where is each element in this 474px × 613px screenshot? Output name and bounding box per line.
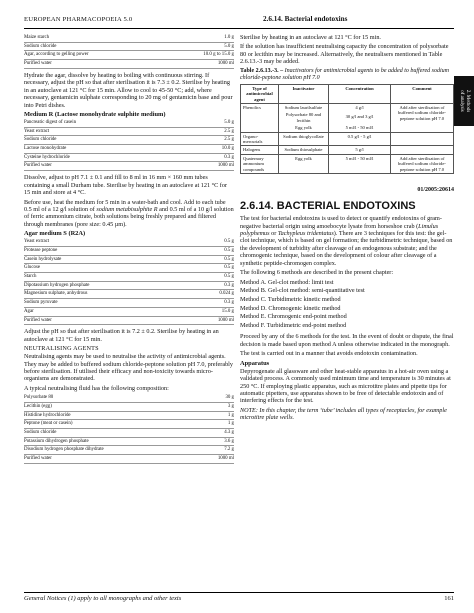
- column-header: Concentration: [329, 84, 391, 103]
- paragraph: Proceed by any of the 6 methods for the test. In the event of doubt or dispute, the final decision is made based upon method A unless otherwise indicated in the monograph.: [240, 333, 454, 348]
- medium-r-composition: [24, 119, 234, 171]
- method-item: Method F. Turbidimetric end-point method: [240, 321, 347, 329]
- composition-row: [24, 247, 234, 256]
- ingredient: Glucose: [24, 265, 41, 271]
- amount: 1000 ml: [217, 163, 234, 169]
- media-composition-1: [24, 34, 234, 69]
- composition-row: [24, 420, 234, 429]
- side-tab-line-1: 2. Methods: [465, 89, 470, 113]
- table-row: [241, 104, 454, 133]
- ingredient: Sodium chloride: [24, 137, 57, 143]
- table-row: [241, 146, 454, 154]
- paragraph: Adjust the pH so that after sterilisation it is 7.2 ± 0.2. Sterilise by heating in an autoclave at 121 °C for 15 min.: [24, 328, 219, 343]
- species-name: Limulus polyphemus: [240, 222, 439, 237]
- text-run: ). There are 3 techniques for this test: the gel-clot technique, which is based on gel formation; the turbidimetric technique, based on the development of turbidity after cleavage of an endogenous substrate; and the chromogenic technique, based on the development of colour after cleavage of a synthetic peptide-chromogen complex.: [240, 230, 453, 267]
- amount: 2.5 g: [224, 137, 234, 143]
- text-run: and 0.5 ml of a 10 g/l solution of ferric ammonium citrate, both solutions being freshly prepared and filtered through membranes (pore size: 0.45 µm).: [24, 205, 234, 228]
- method-item: Method E. Chromogenic end-point method: [240, 313, 347, 321]
- concentration: 30 g/l and 3 g/l: [345, 114, 374, 120]
- composition-row: [24, 256, 234, 265]
- ingredient: Peptone (meat or casein): [24, 421, 73, 427]
- concentration: 0.5 g/l - 5 g/l: [329, 132, 391, 146]
- amount: 1.0 g: [224, 35, 234, 40]
- amount: 15.0 g: [221, 308, 234, 314]
- methods-list: [240, 279, 454, 331]
- table-row: [241, 132, 454, 146]
- agar-s-heading: Agar medium S (R2A): [24, 230, 86, 238]
- paragraph: The test is carried out in a manner that avoids endotoxin contamination.: [240, 350, 418, 358]
- composition-row: [24, 290, 234, 299]
- apparatus-heading: Apparatus: [240, 359, 270, 367]
- ingredient: Lactose monohydrate: [24, 146, 67, 152]
- composition-row: [24, 162, 234, 171]
- ingredient: Dipotassium hydrogen phosphate: [24, 282, 90, 288]
- amount: 0.3 g: [224, 282, 234, 288]
- column-header: Inactivator: [279, 84, 329, 103]
- composition-row: [24, 273, 234, 282]
- table-caption: [240, 68, 454, 82]
- method-item: Method C. Turbidimetric kinetic method: [240, 295, 341, 303]
- ingredient: Sodium chloride: [24, 43, 57, 49]
- amount: 7.2 g: [224, 447, 234, 453]
- amount: 1000 ml: [217, 456, 234, 462]
- neutralising-agents-heading: NEUTRALISING AGENTS: [24, 345, 99, 353]
- amount: 10.0 g to 15.0 g: [203, 52, 234, 58]
- amount: 1000 ml: [217, 317, 234, 323]
- column-header: Type of antimicrobial agent: [241, 84, 279, 103]
- concentration: 4 g/l: [355, 105, 364, 111]
- amount: 0.024 g: [219, 291, 234, 297]
- ingredient: Cysteine hydrochloride: [24, 154, 70, 160]
- medium-r-heading: Medium R (Lactose monohydrate sulphite medium): [24, 111, 166, 119]
- composition-row: [24, 51, 234, 60]
- ingredient: Disodium hydrogen phosphate dihydrate: [24, 447, 104, 453]
- paragraph: Dissolve, adjust to pH 7.1 ± 0.1 and fill to 8 ml in 16 mm × 160 mm tubes containing a small Durham tube. Sterilise by heating in an autoclave at 121 °C for 15 min and store at 4 °C.: [24, 174, 228, 197]
- ingredient: Agar, according to gelling power: [24, 52, 89, 58]
- ingredient: Potassium dihydrogen phosphate: [24, 438, 89, 444]
- note: NOTE: In this chapter, the term ‘tube’ includes all types of receptacles, for example microtitre plate wells.: [240, 406, 447, 422]
- method-item: Method D. Chromogenic kinetic method: [240, 304, 341, 312]
- paragraph: Hydrate the agar, dissolve by heating to boiling with continuous stirring. If necessary, adjust the pH so that after sterilisation it is 7.3 ± 0.2. Sterilise by heating in an autoclave at 121 °C for 15 min. Allow to cool to 45-50 °C; add, where necessary, gentamicin sulphate corresponding to 20 mg of gentamicin base and pour into Petri dishes.: [24, 71, 233, 109]
- ingredient: Protease peptone: [24, 248, 58, 253]
- composition-row: [24, 60, 234, 69]
- composition-row: [24, 136, 234, 145]
- ingredient: Purified water: [24, 163, 52, 169]
- composition-row: [24, 299, 234, 308]
- composition-row: [24, 317, 234, 326]
- amount: 1 g: [227, 421, 234, 427]
- ingredient: Sodium pyruvate: [24, 300, 58, 306]
- text-run: or: [269, 230, 278, 237]
- inactivator: Sodium thioglycollate: [279, 132, 329, 146]
- paragraph: Neutralising agents may be used to neutralise the activity of antimicrobial agents. They may be added to buffered sodium chloride-peptone solution pH 7.0, preferably before sterilisation. If utilised their efficacy and non-toxicity towards micro-organisms are demonstrated.: [24, 353, 233, 383]
- comment: [391, 132, 454, 146]
- composition-row: [24, 394, 234, 403]
- agent-type: Organo-mercurials: [241, 132, 279, 146]
- ingredient: Polysorbate 80: [24, 395, 54, 401]
- composition-row: [24, 128, 234, 137]
- composition-row: [24, 43, 234, 52]
- amount: 0.5 g: [224, 265, 234, 271]
- page-header: [24, 15, 454, 29]
- ingredient: Purified water: [24, 456, 52, 462]
- species-name: Tachypleus tridentatus: [277, 230, 334, 237]
- paragraph: Depyrogenate all glassware and other heat-stable apparatus in a hot-air oven using a validated process. A commonly used minimum time and temperature is 30 minutes at 250 °C. If employing plastic apparatus, such as microtitre plates and pipette tips for automatic pipetters, use apparatus shown to be free of detectable endotoxin and of interfering effects for the test.: [240, 367, 451, 405]
- composition-row: [24, 282, 234, 291]
- composition-row: [24, 455, 234, 464]
- ingredient: Purified water: [24, 317, 52, 323]
- ingredient: Lecithin (egg): [24, 404, 52, 410]
- paragraph: The following 6 methods are described in the present chapter:: [240, 269, 394, 277]
- method-item: Method B. Gel-clot method: semi-quantitative test: [240, 287, 365, 295]
- amount: 0.3 g: [224, 154, 234, 160]
- agent-type: Halogens: [241, 146, 279, 154]
- table-number: Table 2.6.13.-3. –: [240, 67, 284, 74]
- text-run: Before use, heat the medium for 5 min in a water-bath and cool. Add to each tube 0.5 ml of a 12 g/l solution of: [24, 198, 226, 213]
- amount: 1000 ml: [217, 61, 234, 67]
- ingredient: Yeast extract: [24, 239, 50, 245]
- inactivator: Egg yolk: [295, 125, 312, 131]
- amount: 10.0 g: [221, 146, 234, 152]
- paragraph: Sterilise by heating in an autoclave at 121 °C for 15 min.: [240, 34, 381, 41]
- reagent-name: sodium metabisulphite R: [96, 205, 158, 213]
- table-row: [241, 154, 454, 173]
- concentration: 5 ml/l - 50 ml/l: [329, 154, 391, 173]
- concentration: 5 ml/l - 50 ml/l: [345, 124, 374, 130]
- header-section: 2.6.14. Bacterial endotoxins: [263, 15, 348, 23]
- side-tab-line-2: of analysis: [459, 90, 464, 112]
- amount: 3 g: [227, 404, 234, 410]
- composition-row: [24, 308, 234, 317]
- amount: 4.3 g: [224, 430, 234, 436]
- ingredient: Maize starch: [24, 35, 50, 40]
- ingredient: Yeast extract: [24, 128, 50, 134]
- chapter-title: 2.6.14. BACTERIAL ENDOTOXINS: [240, 200, 416, 213]
- composition-row: [24, 403, 234, 412]
- composition-row: [24, 238, 234, 247]
- header-publication: EUROPEAN PHARMACOPOEIA 5.0: [24, 16, 133, 23]
- concentration: 5 g/l: [329, 146, 391, 154]
- ingredient: Purified water: [24, 61, 52, 67]
- side-tab: [454, 76, 474, 126]
- composition-row: [24, 119, 234, 128]
- comment: Add after sterilisation of buffered sodium chloride-peptone solution pH 7.0: [391, 154, 454, 173]
- agent-type: Quaternary ammonium compounds: [241, 154, 279, 173]
- ingredient: Starch: [24, 274, 37, 280]
- inactivator: Sodium laurilsulfate: [284, 105, 323, 111]
- ingredient: Histidine hydrochloride: [24, 412, 71, 418]
- inactivator: Polysorbate 80 and lecithin: [285, 112, 322, 123]
- ingredient: Sodium chloride: [24, 430, 57, 436]
- comment: Add after sterilisation of buffered sodium chloride-peptone solution pH 7.0: [391, 104, 454, 133]
- comment: [391, 146, 454, 154]
- inactivator: Sodium thiosulphate: [279, 146, 329, 154]
- table-title: Inactivators for antimicrobial agents to be added to buffered sodium chloride-peptone solution pH 7.0: [240, 67, 449, 81]
- composition-row: [24, 412, 234, 421]
- composition-row: [24, 438, 234, 447]
- agar-s-composition: [24, 238, 234, 325]
- amount: 5.0 g: [224, 43, 234, 49]
- amount: 30 g: [225, 395, 234, 401]
- composition-row: [24, 34, 234, 43]
- amount: 0.5 g: [224, 274, 234, 280]
- ingredient: Pancreatic digest of casein: [24, 120, 77, 126]
- composition-row: [24, 446, 234, 455]
- ingredient: Agar: [24, 308, 34, 314]
- concentration-cell: [329, 104, 391, 133]
- paragraph: [24, 199, 234, 229]
- text-run: The test for bacterial endotoxins is used to detect or quantify endotoxins of gram-negative bacterial origin using amoebocyte lysate from horseshoe crab (: [240, 215, 442, 230]
- table-header-row: [241, 84, 454, 103]
- paragraph: A typical neutralising fluid has the following composition:: [24, 384, 169, 392]
- monograph-reference: 01/2005:20614: [417, 187, 454, 194]
- composition-row: [24, 264, 234, 273]
- composition-row: [24, 145, 234, 154]
- amount: 1 g: [227, 412, 234, 418]
- amount: 3.6 g: [224, 438, 234, 444]
- amount: 2.5 g: [224, 128, 234, 134]
- inactivator: Egg yolk: [279, 154, 329, 173]
- column-header: Comment: [391, 84, 454, 103]
- amount: 0.5 g: [224, 239, 234, 245]
- neutralising-fluid-composition: [24, 394, 234, 464]
- amount: 0.5 g: [224, 248, 234, 253]
- page-footer: [24, 592, 454, 606]
- left-column: [24, 34, 234, 467]
- amount: 0.3 g: [224, 300, 234, 306]
- inactivators-table: [240, 84, 454, 174]
- ingredient: Magnesium sulphate, anhydrous: [24, 291, 88, 297]
- composition-row: [24, 154, 234, 163]
- inactivator-cell: [279, 104, 329, 133]
- ingredient: Casein hydrolysate: [24, 256, 62, 262]
- side-tab-label: [458, 90, 470, 113]
- footer-notice: General Notices (1) apply to all monographs and other texts: [24, 595, 182, 602]
- paragraph: [240, 215, 454, 267]
- agent-type: Phenolics: [241, 104, 279, 133]
- right-column: [240, 34, 454, 424]
- paragraph: If the solution has insufficient neutralising capacity the concentration of polysorbate 80 or lecithin may be increased. Alternatively, the neutralisers mentioned in Table 2.6.13.-3 may be added.: [240, 43, 449, 66]
- composition-row: [24, 429, 234, 438]
- amount: 0.5 g: [224, 256, 234, 262]
- page-number: 161: [444, 595, 454, 602]
- method-item: Method A. Gel-clot method: limit test: [240, 278, 334, 286]
- amount: 5.0 g: [224, 120, 234, 126]
